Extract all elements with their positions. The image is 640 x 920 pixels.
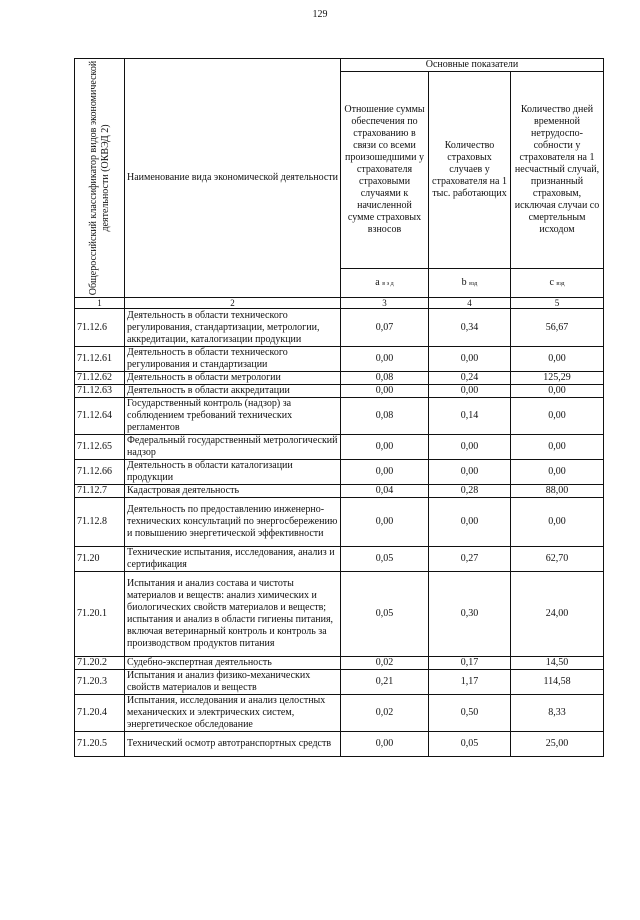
header-okved-text: Общероссийский классификатор видов экономической деятельности (ОКВЭД 2): [87, 60, 111, 296]
okved-code-cell: 71.20: [75, 547, 125, 572]
ratio-value-cell: 0,00: [341, 435, 429, 460]
activity-name-cell: Деятельность в области технического регулирования, стандартизации, метрологии, аккредитации, каталогизации продукции: [125, 309, 341, 347]
header-ratio: Отношение суммы обеспечения по страхованию в связи со всеми произошедшими у страхователя страховыми случаями к начисленной сумме страховых взносов: [341, 72, 429, 269]
table-row: [75, 435, 604, 460]
okved-code-cell: 71.12.66: [75, 460, 125, 485]
table-row: [75, 657, 604, 670]
ratio-value-cell: 0,02: [341, 657, 429, 670]
activity-name-cell: Деятельность в области метрологии: [125, 372, 341, 385]
table-row: [75, 385, 604, 398]
symbol-c: c вэд: [511, 269, 604, 298]
table-row: [75, 372, 604, 385]
okved-code-cell: 71.12.6: [75, 309, 125, 347]
okved-code-cell: 71.20.5: [75, 732, 125, 757]
cases-value-cell: 0,28: [429, 485, 511, 498]
symbol-a: a в э д: [341, 269, 429, 298]
symbol-b: b вэд: [429, 269, 511, 298]
okved-code-cell: 71.12.8: [75, 498, 125, 547]
column-number: 2: [125, 298, 341, 309]
days-value-cell: 88,00: [511, 485, 604, 498]
ratio-value-cell: 0,00: [341, 460, 429, 485]
okved-code-cell: 71.20.2: [75, 657, 125, 670]
indicators-table: [74, 58, 604, 757]
days-value-cell: 14,50: [511, 657, 604, 670]
days-value-cell: 0,00: [511, 398, 604, 435]
cases-value-cell: 0,00: [429, 435, 511, 460]
days-value-cell: 25,00: [511, 732, 604, 757]
header-row-group: [75, 59, 604, 72]
ratio-value-cell: 0,05: [341, 572, 429, 657]
days-value-cell: 0,00: [511, 460, 604, 485]
activity-name-cell: Деятельность по предоставлению инженерно-технических консультаций по энергосбережению и повышению энергетической эффективности: [125, 498, 341, 547]
column-number: 4: [429, 298, 511, 309]
days-value-cell: 0,00: [511, 435, 604, 460]
activity-name-cell: Федеральный государственный метрологический надзор: [125, 435, 341, 460]
ratio-value-cell: 0,07: [341, 309, 429, 347]
column-number: 3: [341, 298, 429, 309]
days-value-cell: 114,58: [511, 670, 604, 695]
days-value-cell: 56,67: [511, 309, 604, 347]
activity-name-cell: Технические испытания, исследования, анализ и сертификация: [125, 547, 341, 572]
table-row: [75, 485, 604, 498]
days-value-cell: 0,00: [511, 498, 604, 547]
okved-code-cell: 71.12.61: [75, 347, 125, 372]
cases-value-cell: 0,30: [429, 572, 511, 657]
cases-value-cell: 0,00: [429, 498, 511, 547]
header-main-indicators: Основные показатели: [341, 59, 604, 72]
column-number: 1: [75, 298, 125, 309]
table-row: [75, 498, 604, 547]
header-okved-cell: [75, 59, 125, 298]
okved-code-cell: 71.20.4: [75, 695, 125, 732]
ratio-value-cell: 0,08: [341, 372, 429, 385]
cases-value-cell: 0,27: [429, 547, 511, 572]
table-row: [75, 572, 604, 657]
cases-value-cell: 0,34: [429, 309, 511, 347]
activity-name-cell: Кадастровая деятельность: [125, 485, 341, 498]
activity-name-cell: Испытания и анализ состава и чистоты материалов и веществ: анализ химических и биологических свойств материалов и веществ; испытания и анализ в области гигиены питания, включая ветеринарный контроль и контроль за производством продуктов питания: [125, 572, 341, 657]
okved-code-cell: 71.12.64: [75, 398, 125, 435]
ratio-value-cell: 0,04: [341, 485, 429, 498]
days-value-cell: 62,70: [511, 547, 604, 572]
ratio-value-cell: 0,00: [341, 498, 429, 547]
activity-name-cell: Государственный контроль (надзор) за соблюдением требований технических регламентов: [125, 398, 341, 435]
cases-value-cell: 0,05: [429, 732, 511, 757]
ratio-value-cell: 0,02: [341, 695, 429, 732]
cases-value-cell: 0,00: [429, 460, 511, 485]
cases-value-cell: 1,17: [429, 670, 511, 695]
cases-value-cell: 0,14: [429, 398, 511, 435]
cases-value-cell: 0,50: [429, 695, 511, 732]
header-activity-name: Наименование вида экономической деятельности: [125, 59, 341, 298]
activity-name-cell: Деятельность в области технического регулирования и стандартизации: [125, 347, 341, 372]
activity-name-cell: Испытания, исследования и анализ целостных механических и электрических систем, энергетическое обследование: [125, 695, 341, 732]
ratio-value-cell: 0,00: [341, 385, 429, 398]
activity-name-cell: Технический осмотр автотранспортных средств: [125, 732, 341, 757]
days-value-cell: 24,00: [511, 572, 604, 657]
cases-value-cell: 0,00: [429, 347, 511, 372]
table-row: [75, 695, 604, 732]
days-value-cell: 125,29: [511, 372, 604, 385]
column-numbers-row: [75, 298, 604, 309]
activity-name-cell: Деятельность в области аккредитации: [125, 385, 341, 398]
activity-name-cell: Деятельность в области каталогизации продукции: [125, 460, 341, 485]
okved-code-cell: 71.12.62: [75, 372, 125, 385]
activity-name-cell: Судебно-экспертная деятельность: [125, 657, 341, 670]
cases-value-cell: 0,24: [429, 372, 511, 385]
table-row: [75, 670, 604, 695]
ratio-value-cell: 0,00: [341, 347, 429, 372]
table-row: [75, 732, 604, 757]
cases-value-cell: 0,17: [429, 657, 511, 670]
table-row: [75, 347, 604, 372]
ratio-value-cell: 0,00: [341, 732, 429, 757]
days-value-cell: 0,00: [511, 347, 604, 372]
header-cases-per-thousand: Количество страховых случаев у страхователя на 1 тыс. работающих: [429, 72, 511, 269]
ratio-value-cell: 0,21: [341, 670, 429, 695]
okved-code-cell: 71.12.65: [75, 435, 125, 460]
days-value-cell: 0,00: [511, 385, 604, 398]
column-number: 5: [511, 298, 604, 309]
ratio-value-cell: 0,05: [341, 547, 429, 572]
days-value-cell: 8,33: [511, 695, 604, 732]
cases-value-cell: 0,00: [429, 385, 511, 398]
activity-name-cell: Испытания и анализ физико-механических свойств материалов и веществ: [125, 670, 341, 695]
okved-code-cell: 71.20.3: [75, 670, 125, 695]
ratio-value-cell: 0,08: [341, 398, 429, 435]
table-row: [75, 547, 604, 572]
table-row: [75, 398, 604, 435]
okved-code-cell: 71.12.7: [75, 485, 125, 498]
okved-code-cell: 71.20.1: [75, 572, 125, 657]
table-row: [75, 460, 604, 485]
table-row: [75, 309, 604, 347]
header-disability-days: Количество дней временной нетрудоспо-собности у страхователя на 1 несчастный случай, признанный страховым, исключая случаи со смертельным исходом: [511, 72, 604, 269]
okved-code-cell: 71.12.63: [75, 385, 125, 398]
page-number: 129: [312, 9, 328, 20]
